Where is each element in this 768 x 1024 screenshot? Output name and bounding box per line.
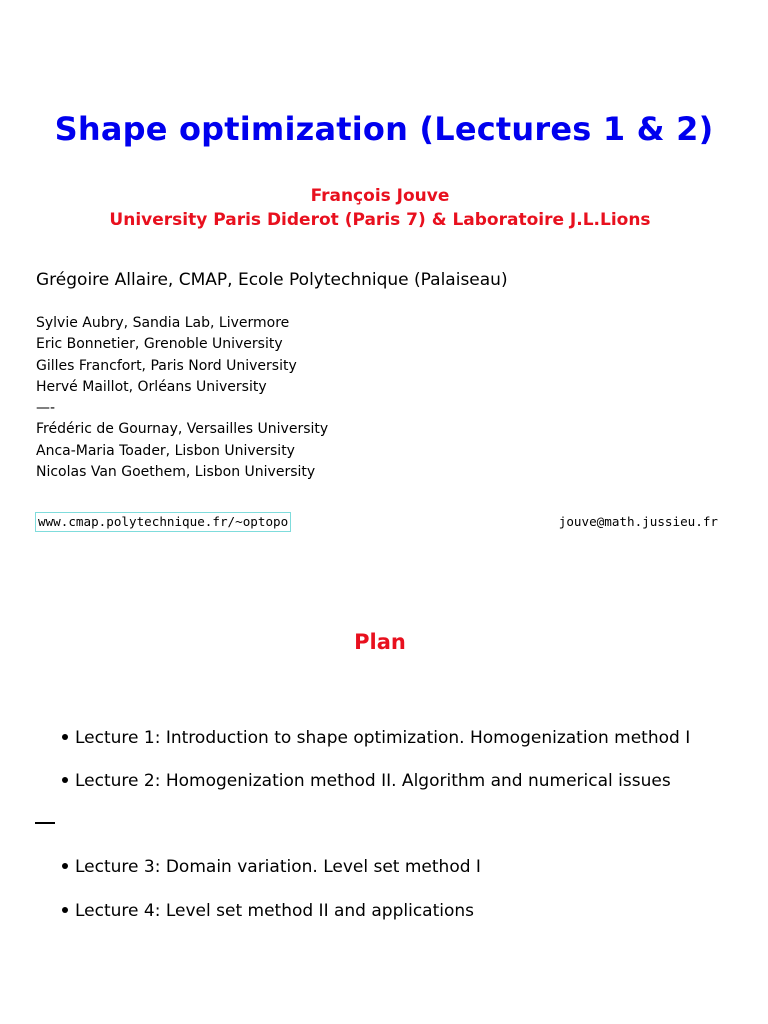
main-collaborator: Grégoire Allaire, CMAP, Ecole Polytechnique (Palaiseau) [36,270,508,290]
collaborator-item: Gilles Francfort, Paris Nord University [36,357,297,374]
plan-heading: Plan [354,630,406,654]
collaborator-item: Eric Bonnetier, Grenoble University [36,336,283,353]
plan-item-lecture-1 [62,728,690,748]
bullet-icon [62,907,68,913]
website-link[interactable]: www.cmap.polytechnique.fr/~optopo [35,512,291,532]
collaborator-item: Hervé Maillot, Orléans University [36,378,267,395]
plan-item-lecture-2 [62,771,671,791]
collaborator-item: Anca-Maria Toader, Lisbon University [36,442,295,459]
plan-item-label: Lecture 2: Homogenization method II. Algorithm and numerical issues [75,771,671,791]
plan-item-label: Lecture 4: Level set method II and applications [75,901,475,921]
collaborator-item: Nicolas Van Goethem, Lisbon University [36,464,316,481]
collaborator-separator: —- [36,400,56,417]
email-address: jouve@math.jussieu.fr [558,514,718,529]
plan-item-lecture-4 [62,901,474,921]
section-divider [35,822,55,824]
collaborator-list [36,313,328,483]
bullet-icon [62,777,68,783]
author-affiliation: University Paris Diderot (Paris 7) & Laboratoire J.L.Lions [109,210,651,230]
author-name: François Jouve [310,186,450,206]
collaborator-item: Sylvie Aubry, Sandia Lab, Livermore [36,315,290,331]
page-title: Shape optimization (Lectures 1 & 2) [54,110,714,148]
plan-item-label: Lecture 3: Domain variation. Level set method I [75,857,481,877]
collaborator-item: Frédéric de Gournay, Versailles University [36,421,329,438]
plan-item-label: Lecture 1: Introduction to shape optimization. Homogenization method I [75,728,691,748]
plan-item-lecture-3 [62,857,481,877]
bullet-icon [62,734,68,740]
bullet-icon [62,863,68,869]
